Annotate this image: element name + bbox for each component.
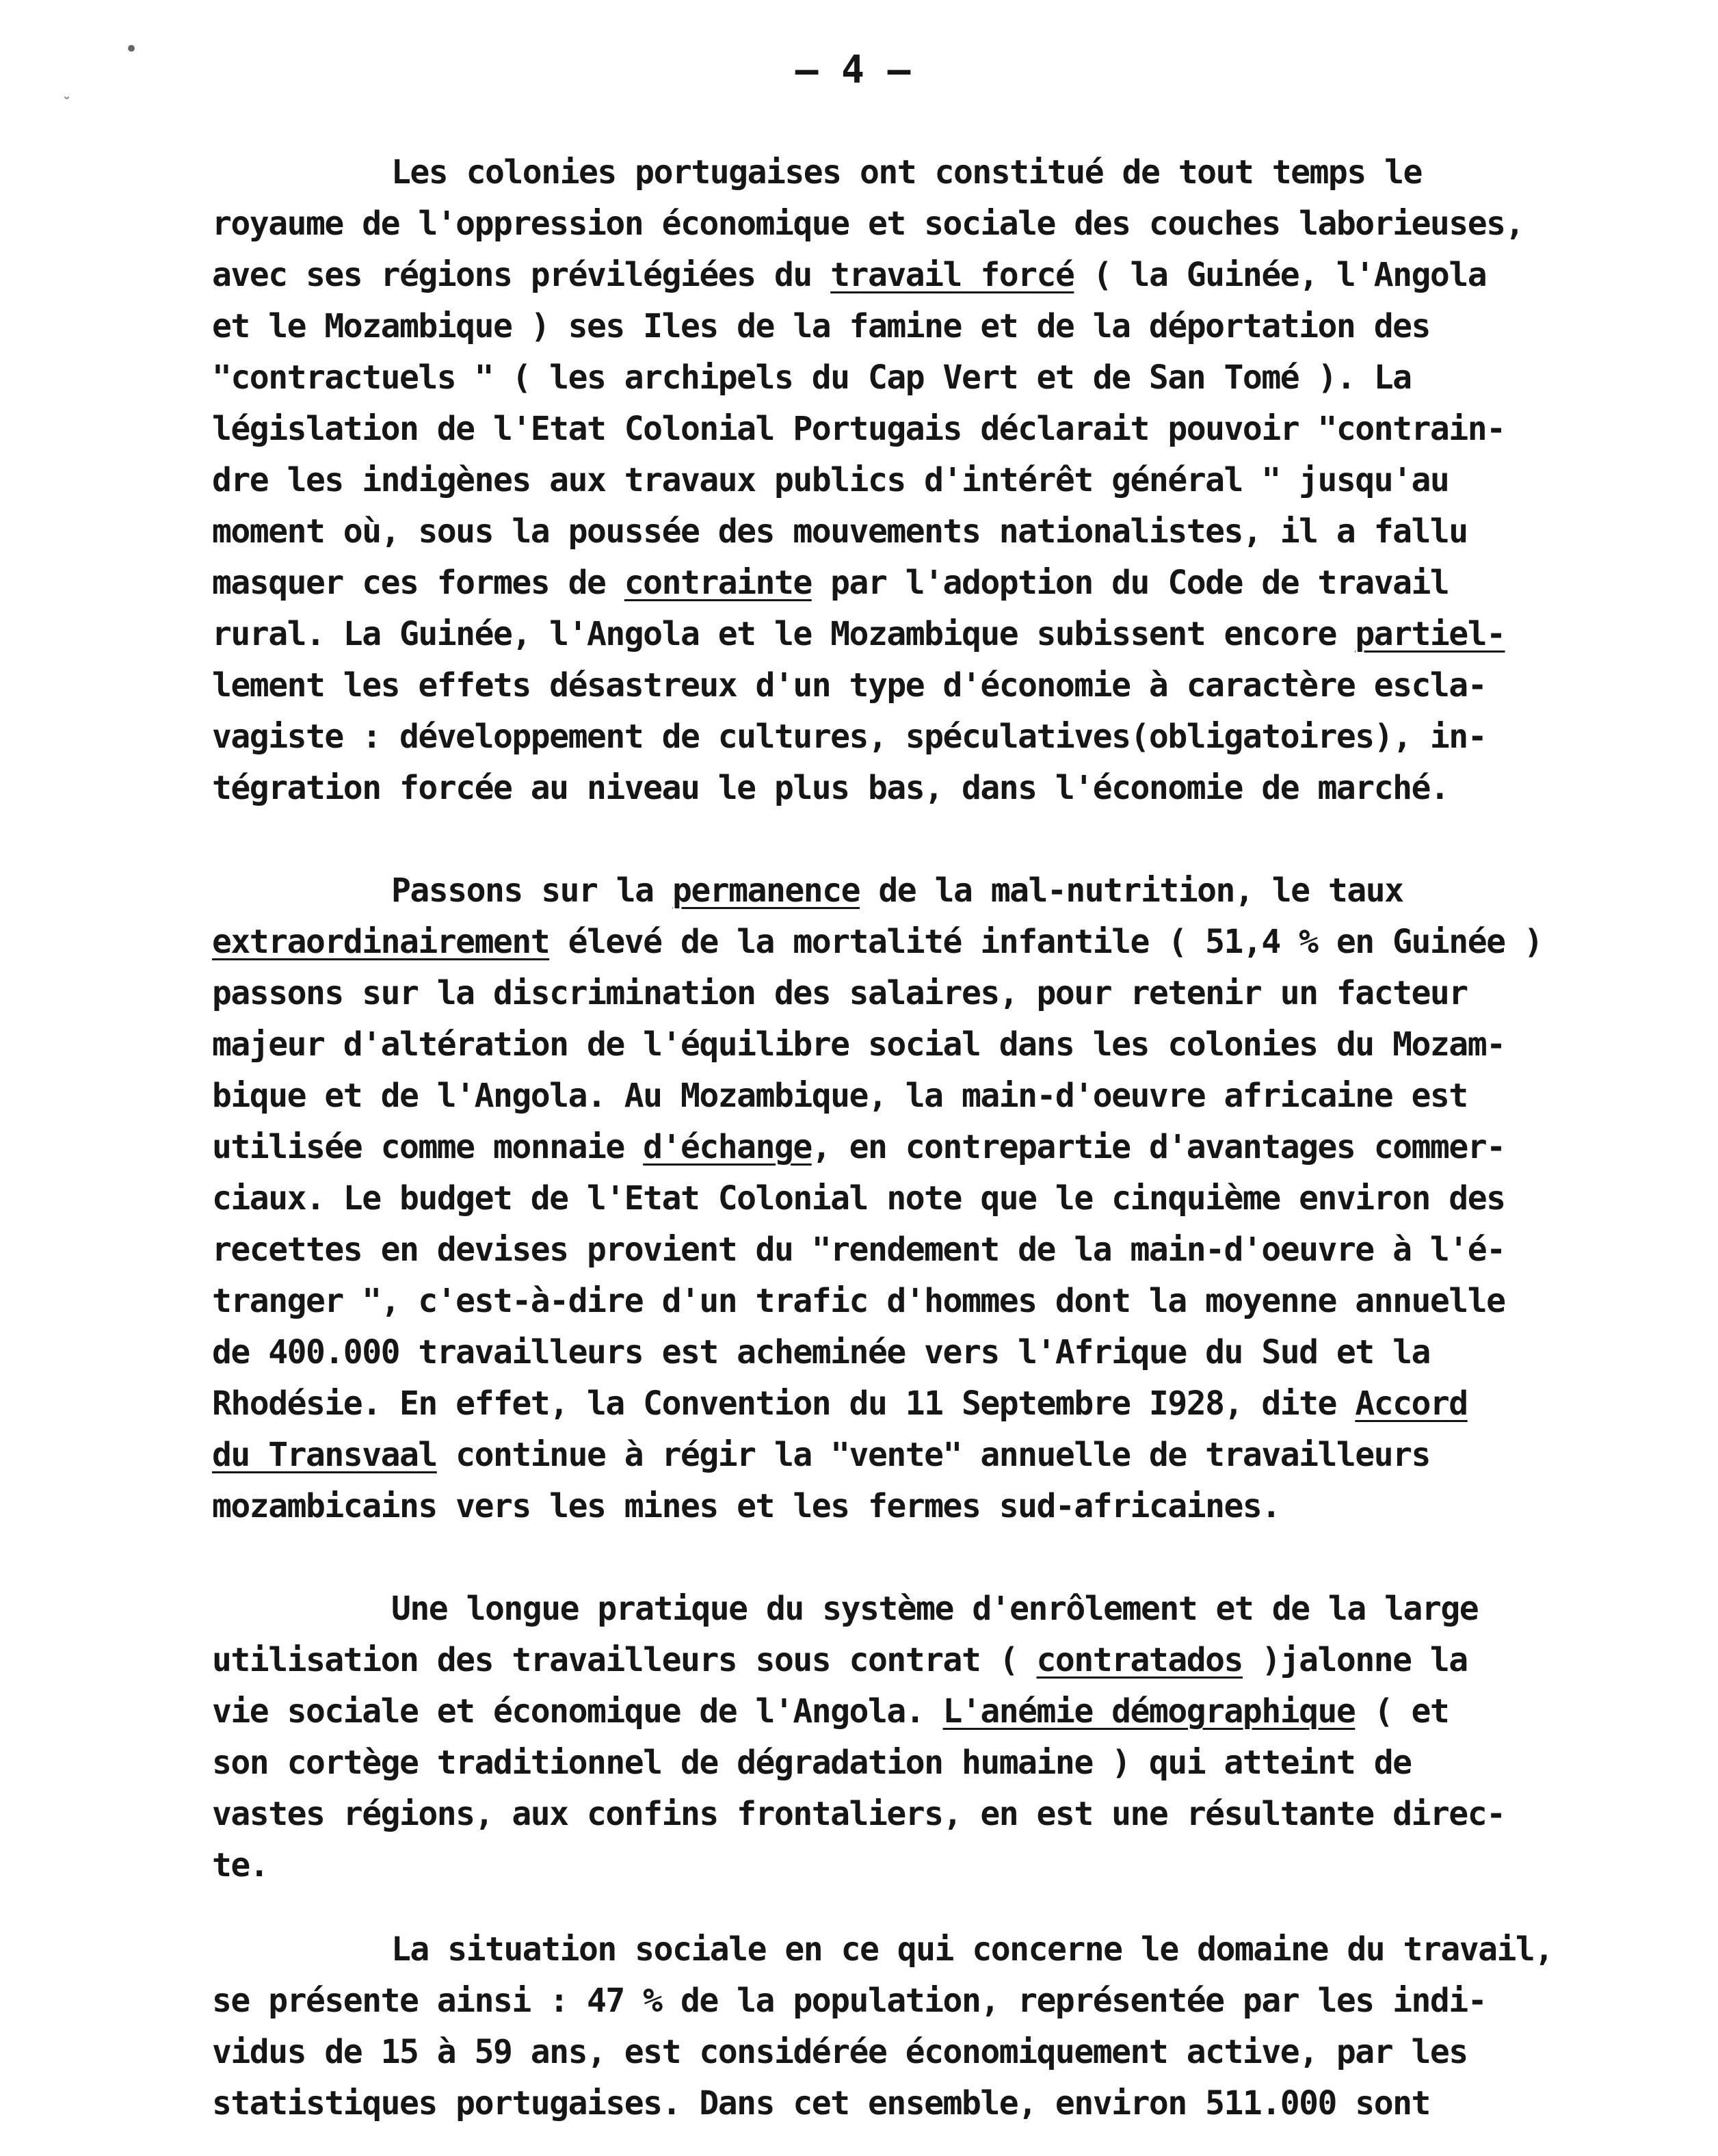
text-line — [212, 921, 1542, 962]
text-segment: élevé de la mortalité infantile ( 51,4 % en Guinée ) — [549, 923, 1543, 961]
text-segment: vagiste : développement de cultures, spéculatives(obligatoires), in- — [212, 718, 1487, 756]
text-line — [212, 1229, 1505, 1270]
scan-speck-mark: ˘ — [63, 96, 70, 113]
text-segment: vastes régions, aux confins frontaliers, en est une résultante direc- — [212, 1795, 1505, 1833]
text-segment: Rhodésie. En effet, la Convention du 11 Septembre I928, dite — [212, 1384, 1356, 1423]
text-line — [212, 1127, 1505, 1168]
text-segment: Une longue pratique du système d'enrôlement et de la large — [391, 1590, 1479, 1628]
text-line — [212, 2032, 1468, 2073]
text-line — [212, 306, 1430, 347]
text-line — [212, 408, 1505, 449]
underlined-text: permanence — [672, 871, 860, 910]
underlined-text: L'anémie démographique — [942, 1692, 1356, 1731]
text-segment: moment où, sous la poussée des mouvements nationalistes, il a fallu — [212, 512, 1468, 551]
text-segment: , en contrepartie d'avantages commer- — [811, 1128, 1505, 1166]
text-segment: statistiques portugaises. Dans cet ensemble, environ 511.000 sont — [212, 2084, 1430, 2122]
text-line — [212, 716, 1486, 757]
text-segment: ciaux. Le budget de l'Etat Colonial note que le cinquième environ des — [212, 1179, 1505, 1218]
text-line — [391, 870, 1403, 911]
page-number: – 4 – — [795, 48, 911, 92]
text-line — [212, 665, 1486, 706]
text-line — [212, 511, 1468, 552]
text-line — [391, 1588, 1478, 1629]
text-line — [212, 1280, 1505, 1322]
text-segment: bique et de l'Angola. Au Mozambique, la main-d'oeuvre africaine est — [212, 1077, 1468, 1115]
underlined-text: contratados — [1036, 1641, 1243, 1679]
text-line — [212, 973, 1468, 1014]
text-segment: par l'adoption du Code de travail — [811, 564, 1449, 602]
text-segment: son cortège traditionnel de dégradation humaine ) qui atteint de — [212, 1744, 1412, 1782]
text-line — [212, 460, 1449, 501]
text-segment: dre les indigènes aux travaux publics d'intérêt général " jusqu'au — [212, 461, 1449, 499]
text-line — [212, 614, 1505, 655]
text-segment: législation de l'Etat Colonial Portugais déclarait pouvoir "contrain- — [212, 410, 1505, 448]
underlined-text: travail forcé — [830, 256, 1074, 294]
text-line — [212, 767, 1449, 808]
text-segment: ( la Guinée, l'Angola — [1074, 256, 1487, 294]
text-line — [212, 357, 1412, 398]
text-segment: mozambicains vers les mines et les fermes sud-africaines. — [212, 1487, 1280, 1525]
text-segment: recettes en devises provient du "rendement de la main-d'oeuvre à l'é- — [212, 1231, 1505, 1269]
text-line — [391, 152, 1422, 193]
text-segment: lement les effets désastreux d'un type d'économie à caractère escla- — [212, 666, 1487, 705]
text-segment: Les colonies portugaises ont constitué de tout temps le — [391, 153, 1422, 192]
text-segment: passons sur la discrimination des salaires, pour retenir un facteur — [212, 974, 1468, 1012]
text-line — [212, 1075, 1468, 1116]
text-line — [212, 1383, 1468, 1424]
text-line — [212, 1691, 1449, 1732]
underlined-text: Accord — [1355, 1384, 1468, 1423]
text-line — [391, 1929, 1553, 1970]
text-segment: Passons sur la — [391, 871, 672, 910]
text-segment: avec ses régions prévilégiées du — [212, 256, 831, 294]
text-segment: de la mal-nutrition, le taux — [859, 871, 1403, 910]
underlined-text: extraordinairement — [212, 923, 550, 961]
text-line — [212, 1434, 1430, 1475]
text-segment: La situation sociale en ce qui concerne le domaine du travail, — [391, 1930, 1553, 1969]
text-line — [212, 203, 1524, 244]
text-line — [212, 1024, 1505, 1065]
text-segment: )jalonne la — [1242, 1641, 1468, 1679]
text-line — [212, 1640, 1468, 1681]
text-line — [212, 1486, 1280, 1527]
text-segment: vie sociale et économique de l'Angola. — [212, 1692, 943, 1731]
text-line — [212, 1845, 268, 1886]
text-segment: masquer ces formes de — [212, 564, 624, 602]
text-segment: majeur d'altération de l'équilibre social dans les colonies du Mozam- — [212, 1025, 1505, 1064]
text-segment: ( et — [1355, 1692, 1449, 1731]
text-line — [212, 1742, 1412, 1783]
scan-speck-mark: • — [124, 36, 139, 63]
text-line — [212, 2083, 1430, 2124]
text-segment: tranger ", c'est-à-dire d'un trafic d'hommes dont la moyenne annuelle — [212, 1282, 1505, 1320]
text-segment: de 400.000 travailleurs est acheminée vers l'Afrique du Sud et la — [212, 1333, 1430, 1371]
text-segment: se présente ainsi : 47 % de la population, représentée par les indi- — [212, 1982, 1487, 2020]
text-segment: et le Mozambique ) ses Iles de la famine et de la déportation des — [212, 307, 1430, 345]
underlined-text: partiel- — [1355, 615, 1505, 653]
text-segment: utilisée comme monnaie — [212, 1128, 644, 1166]
text-segment: utilisation des travailleurs sous contrat ( — [212, 1641, 1037, 1679]
text-line — [212, 1793, 1505, 1835]
underlined-text: du Transvaal — [212, 1436, 437, 1474]
text-line — [212, 1980, 1486, 2021]
text-segment: royaume de l'oppression économique et sociale des couches laborieuses, — [212, 205, 1524, 243]
text-segment: vidus de 15 à 59 ans, est considérée économiquement active, par les — [212, 2033, 1468, 2071]
text-segment: continue à régir la "vente" annuelle de travailleurs — [436, 1436, 1430, 1474]
text-line — [212, 254, 1486, 295]
text-segment: te. — [212, 1846, 269, 1884]
text-segment: tégration forcée au niveau le plus bas, dans l'économie de marché. — [212, 769, 1449, 807]
text-segment: rural. La Guinée, l'Angola et le Mozambique subissent encore — [212, 615, 1356, 653]
text-line — [212, 1332, 1430, 1373]
underlined-text: d'échange — [643, 1128, 812, 1166]
text-line — [212, 562, 1449, 603]
underlined-text: contrainte — [624, 564, 812, 602]
text-line — [212, 1178, 1505, 1219]
text-segment: "contractuels " ( les archipels du Cap Vert et de San Tomé ). La — [212, 358, 1412, 397]
